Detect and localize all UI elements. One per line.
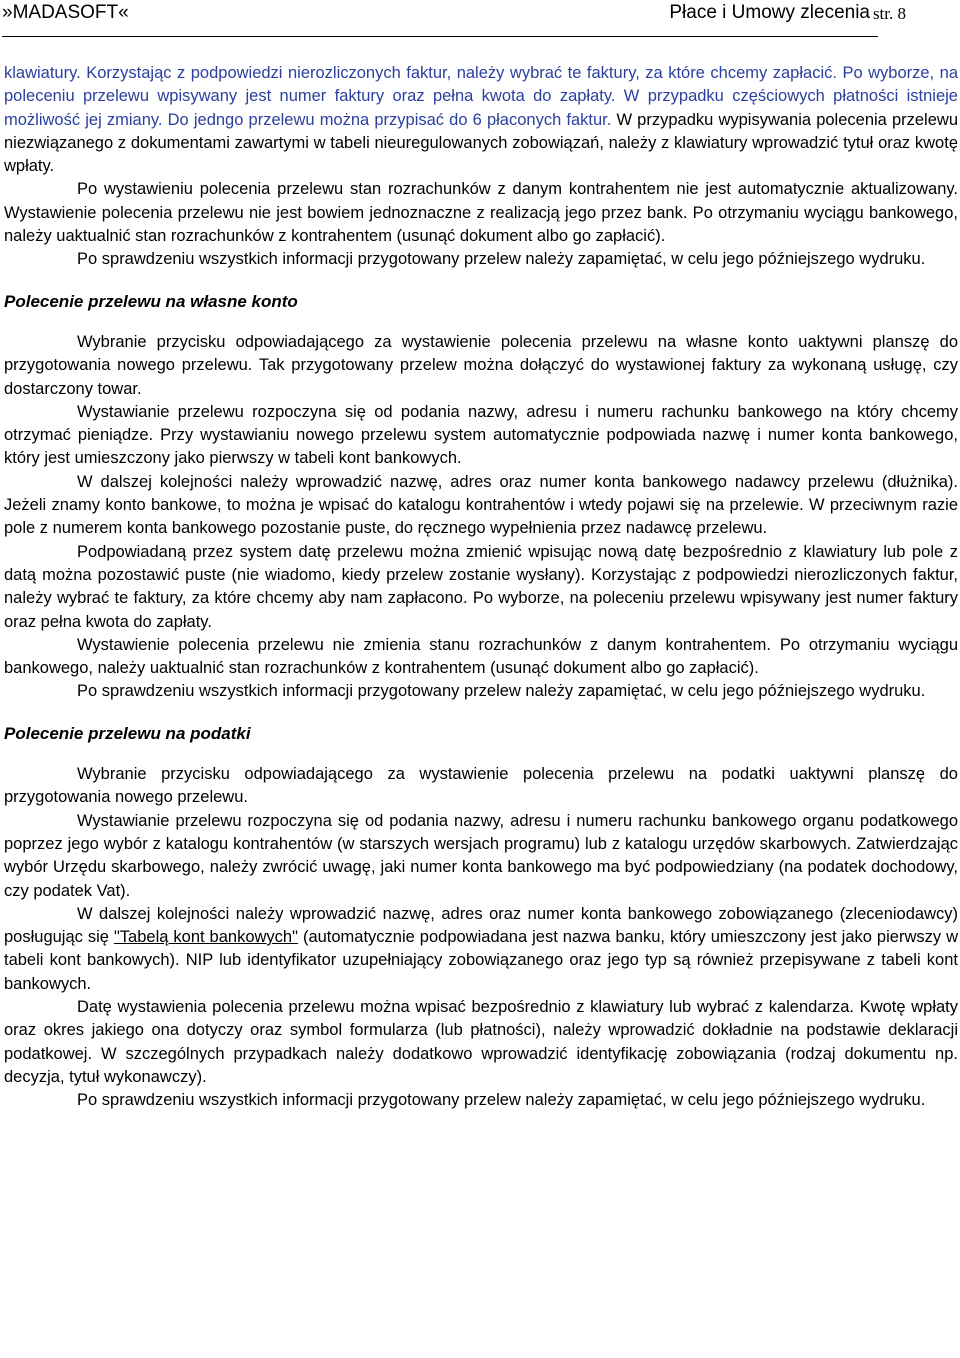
paragraph — [4, 903, 958, 996]
paragraph: Wybranie przycisku odpowiadającego za wystawienie polecenia przelewu na własne konto uaktywni planszę do przygotowania nowego przelewu. Tak przygotowany przelew można dołączyć do wystawionej faktury za wykonaną usługę, czy dostarczony towar. — [4, 332, 958, 398]
page-number: str. 8 — [872, 4, 906, 23]
highlighted-text: klawiatury. Korzystając z podpowiedzi nierozliczonych faktur, należy wybrać te faktury, za które chcemy zapłacić. Po wyborze, na poleceniu przelewu wpisywany jest numer faktury oraz pełna kwota do zapłaty. W przypadku częściowych płatności istnieje możliwość jej zmiany. Do jedngo przelewu można przypisać do 6 płaconych faktur. — [4, 64, 958, 129]
header-rule — [2, 36, 878, 37]
paragraph: Datę wystawienia polecenia przelewu można wpisać bezpośrednio z klawiatury lub wybrać z kalendarza. Kwotę wpłaty oraz okres jakiego ona dotyczy oraz symbol formularza (lub płatności), należy wprowadzić dokładnie na podstawie deklaracji podatkowej. W szczególnych przypadkach należy dodatkowo wprowadzić identyfikację zobowiązania (rodzaj dokumentu np. decyzja, tytuł wykonawczy). — [4, 997, 958, 1086]
intro-text: W przypadku wypisywania polecenia przelewu niezwiązanego z dokumentami zawartymi w tabeli nieuregulowanych zobowiązań, należy z klawiatury wprowadzić tytuł oraz kwotę wpłaty. — [4, 110, 958, 176]
paragraph: Wystawienie polecenia przelewu nie zmienia stanu rozrachunków z danym kontrahentem. Po otrzymaniu wyciągu bankowego, należy uaktualnić stan rozrachunków z kontrahentem (usunąć dokument albo go zapłacić). — [4, 635, 958, 678]
paragraph-text: W dalszej kolejności należy wprowadzić nazwę, adres oraz numer konta bankowego zobowiązanego (zleceniodawcy) posługując się — [4, 904, 958, 947]
paragraph: W dalszej kolejności należy wprowadzić nazwę, adres oraz numer konta bankowego nadawcy przelewu (dłużnika). Jeżeli znamy konto bankowe, to można je wpisać do katalogu kontrahentów i wtedy pojawi się na przelewie. W przeciwnym razie pole z numerem konta bankowego pozostanie puste, do ręcznego wypełnienia przez nadawcę przelewu. — [4, 472, 958, 538]
intro-paragraph — [4, 62, 958, 178]
paragraph: Wystawianie przelewu rozpoczyna się od podania nazwy, adresu i numeru rachunku bankowego na który chcemy otrzymać pieniądze. Przy wystawianiu nowego przelewu system automatycznie podpowiada nazwę i numer konta bankowego, który jest umieszczony jako pierwszy w tabeli kont bankowych. — [4, 402, 958, 468]
paragraph: Wystawianie przelewu rozpoczyna się od podania nazwy, adresu i numeru rachunku bankowego organu podatkowego poprzez jego wybór z katalogu kontrahentów (w starszych wersjach programu) lub z katalogu urzędów skarbowych. Zatwierdzając wybór Urzędu skarbowego, należy zwrócić uwagę, jaki numer konta bankowego ma być podpowiedziany (na podatek dochodowy, czy podatek Vat). — [4, 811, 958, 900]
section-heading-taxes: Polecenie przelewu na podatki — [4, 723, 251, 743]
paragraph: Po sprawdzeniu wszystkich informacji przygotowany przelew należy zapamiętać, w celu jego późniejszego wydruku. — [77, 1091, 926, 1110]
bank-accounts-table-link[interactable]: "Tabelą kont bankowych" — [113, 928, 298, 947]
brand-name: »MADASOFT« — [2, 2, 129, 23]
section-heading-own-account: Polecenie przelewu na własne konto — [4, 291, 298, 311]
paragraph: Wybranie przycisku odpowiadającego za wystawienie polecenia przelewu na podatki uaktywni planszę do przygotowania nowego przelewu. — [4, 765, 958, 807]
paragraph: Podpowiadaną przez system datę przelewu można zmienić wpisując nową datę bezpośrednio z klawiatury lub pole z datą można pozostawić puste (nie wiadomo, kiedy przelew zostanie wysłany). Korzystając z podpowiedzi nierozliczonych faktur, należy wybrać te faktury, za które chcemy aby nam zapłacono. Po wyborze, na poleceniu przelewu wpisywany jest numer faktury oraz pełna kwota do zapłaty. — [4, 542, 958, 631]
document-body — [4, 62, 958, 1112]
page-header — [2, 0, 958, 34]
paragraph: Po wystawieniu polecenia przelewu stan rozrachunków z danym kontrahentem nie jest automatycznie aktualizowany. Wystawienie polecenia przelewu nie jest bowiem jednoznaczne z realizacją jego przez bank. Po otrzymaniu wyciągu bankowego, należy uaktualnić stan rozrachunków z kontrahentem (usunąć dokument albo go zapłacić). — [4, 180, 958, 246]
document-title: Płace i Umowy zlecenia — [669, 2, 870, 23]
paragraph: Po sprawdzeniu wszystkich informacji przygotowany przelew należy zapamiętać, w celu jego późniejszego wydruku. — [77, 250, 926, 269]
paragraph-text: (automatycznie podpowiadana jest nazwa banku, który umieszczony jest jako pierwszy w tabeli kont bankowych). NIP lub identyfikator uzupełniający zobowiązanego oraz jego typ są również przepisywane z tabeli kont bankowych. — [4, 928, 958, 993]
paragraph: Po sprawdzeniu wszystkich informacji przygotowany przelew należy zapamiętać, w celu jego późniejszego wydruku. — [77, 682, 926, 701]
